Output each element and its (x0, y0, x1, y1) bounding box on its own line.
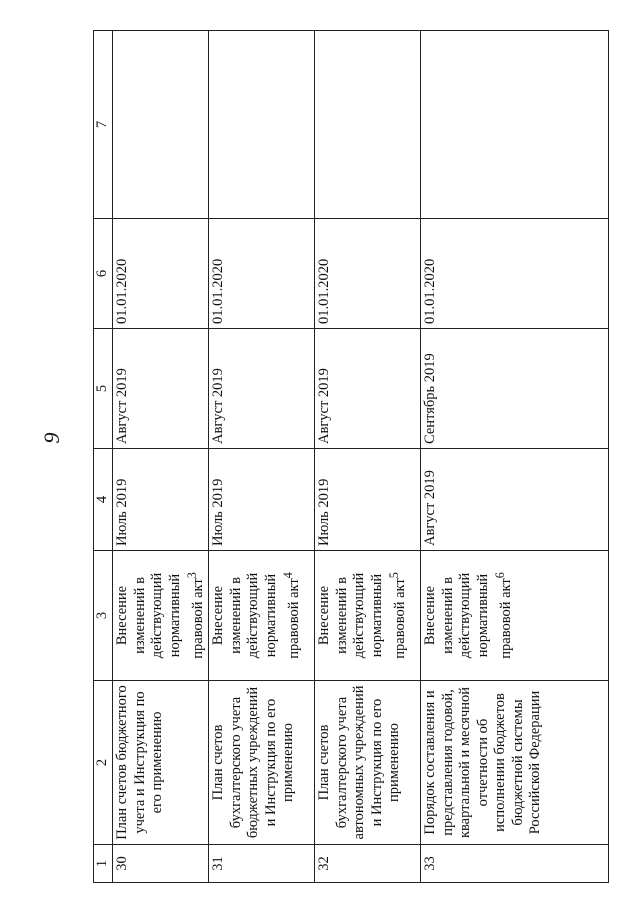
column-header: 3 (94, 551, 113, 681)
footnote-mark: 6 (493, 572, 508, 579)
document-name: План счетов бухгалтерского учета автономных учреждений и Инструкция по его применению (315, 681, 421, 845)
table-row (421, 31, 609, 883)
end-date: Август 2019 (113, 329, 209, 449)
effective-date: 01.01.2020 (209, 219, 315, 329)
start-date: Июль 2019 (113, 449, 209, 551)
row-number: 30 (113, 845, 209, 883)
document-name: План счетов бухгалтерского учета бюджетных учреждений и Инструкция по его применению (209, 681, 315, 845)
row-number: 33 (421, 845, 609, 883)
column-header: 1 (94, 845, 113, 883)
document-name: План счетов бюджетного учета и Инструкция по его применению (113, 681, 209, 845)
action-cell (315, 551, 421, 681)
end-date: Август 2019 (315, 329, 421, 449)
table-row (315, 31, 421, 883)
column-header: 4 (94, 449, 113, 551)
column-header: 7 (94, 31, 113, 219)
plan-table (93, 30, 609, 883)
action-text: Внесение изменений в действующий нормативный правовой акт (210, 572, 303, 659)
column-header: 2 (94, 681, 113, 845)
notes-cell (113, 31, 209, 219)
column-header: 6 (94, 219, 113, 329)
table-container (93, 31, 599, 883)
row-number: 31 (209, 845, 315, 883)
action-cell (421, 551, 609, 681)
start-date: Июль 2019 (315, 449, 421, 551)
action-cell (113, 551, 209, 681)
action-cell (209, 551, 315, 681)
page-number: 9 (39, 432, 64, 444)
notes-cell (421, 31, 609, 219)
footnote-mark: 3 (185, 572, 199, 579)
effective-date: 01.01.2020 (315, 219, 421, 329)
row-number: 32 (315, 845, 421, 883)
table-header-row (94, 31, 113, 883)
action-text: Внесение изменений в действующий нормативный правовой акт (422, 572, 515, 659)
action-text: Внесение изменений в действующий нормативный правовой акт (316, 572, 409, 659)
action-text: Внесение изменений в действующий нормативный правовой акт (114, 572, 206, 659)
footnote-mark: 5 (387, 572, 402, 579)
start-date: Август 2019 (421, 449, 609, 551)
footnote-mark: 4 (281, 572, 296, 579)
end-date: Август 2019 (209, 329, 315, 449)
column-header: 5 (94, 329, 113, 449)
notes-cell (209, 31, 315, 219)
table-row (113, 31, 209, 883)
document-name: Порядок составления и представления годовой, квартальной и месячной отчетности об исполнении бюджетов бюджетной системы Российской Федерации (421, 681, 609, 845)
notes-cell (315, 31, 421, 219)
effective-date: 01.01.2020 (113, 219, 209, 329)
start-date: Июль 2019 (209, 449, 315, 551)
table-row (209, 31, 315, 883)
effective-date: 01.01.2020 (421, 219, 609, 329)
end-date: Сентябрь 2019 (421, 329, 609, 449)
